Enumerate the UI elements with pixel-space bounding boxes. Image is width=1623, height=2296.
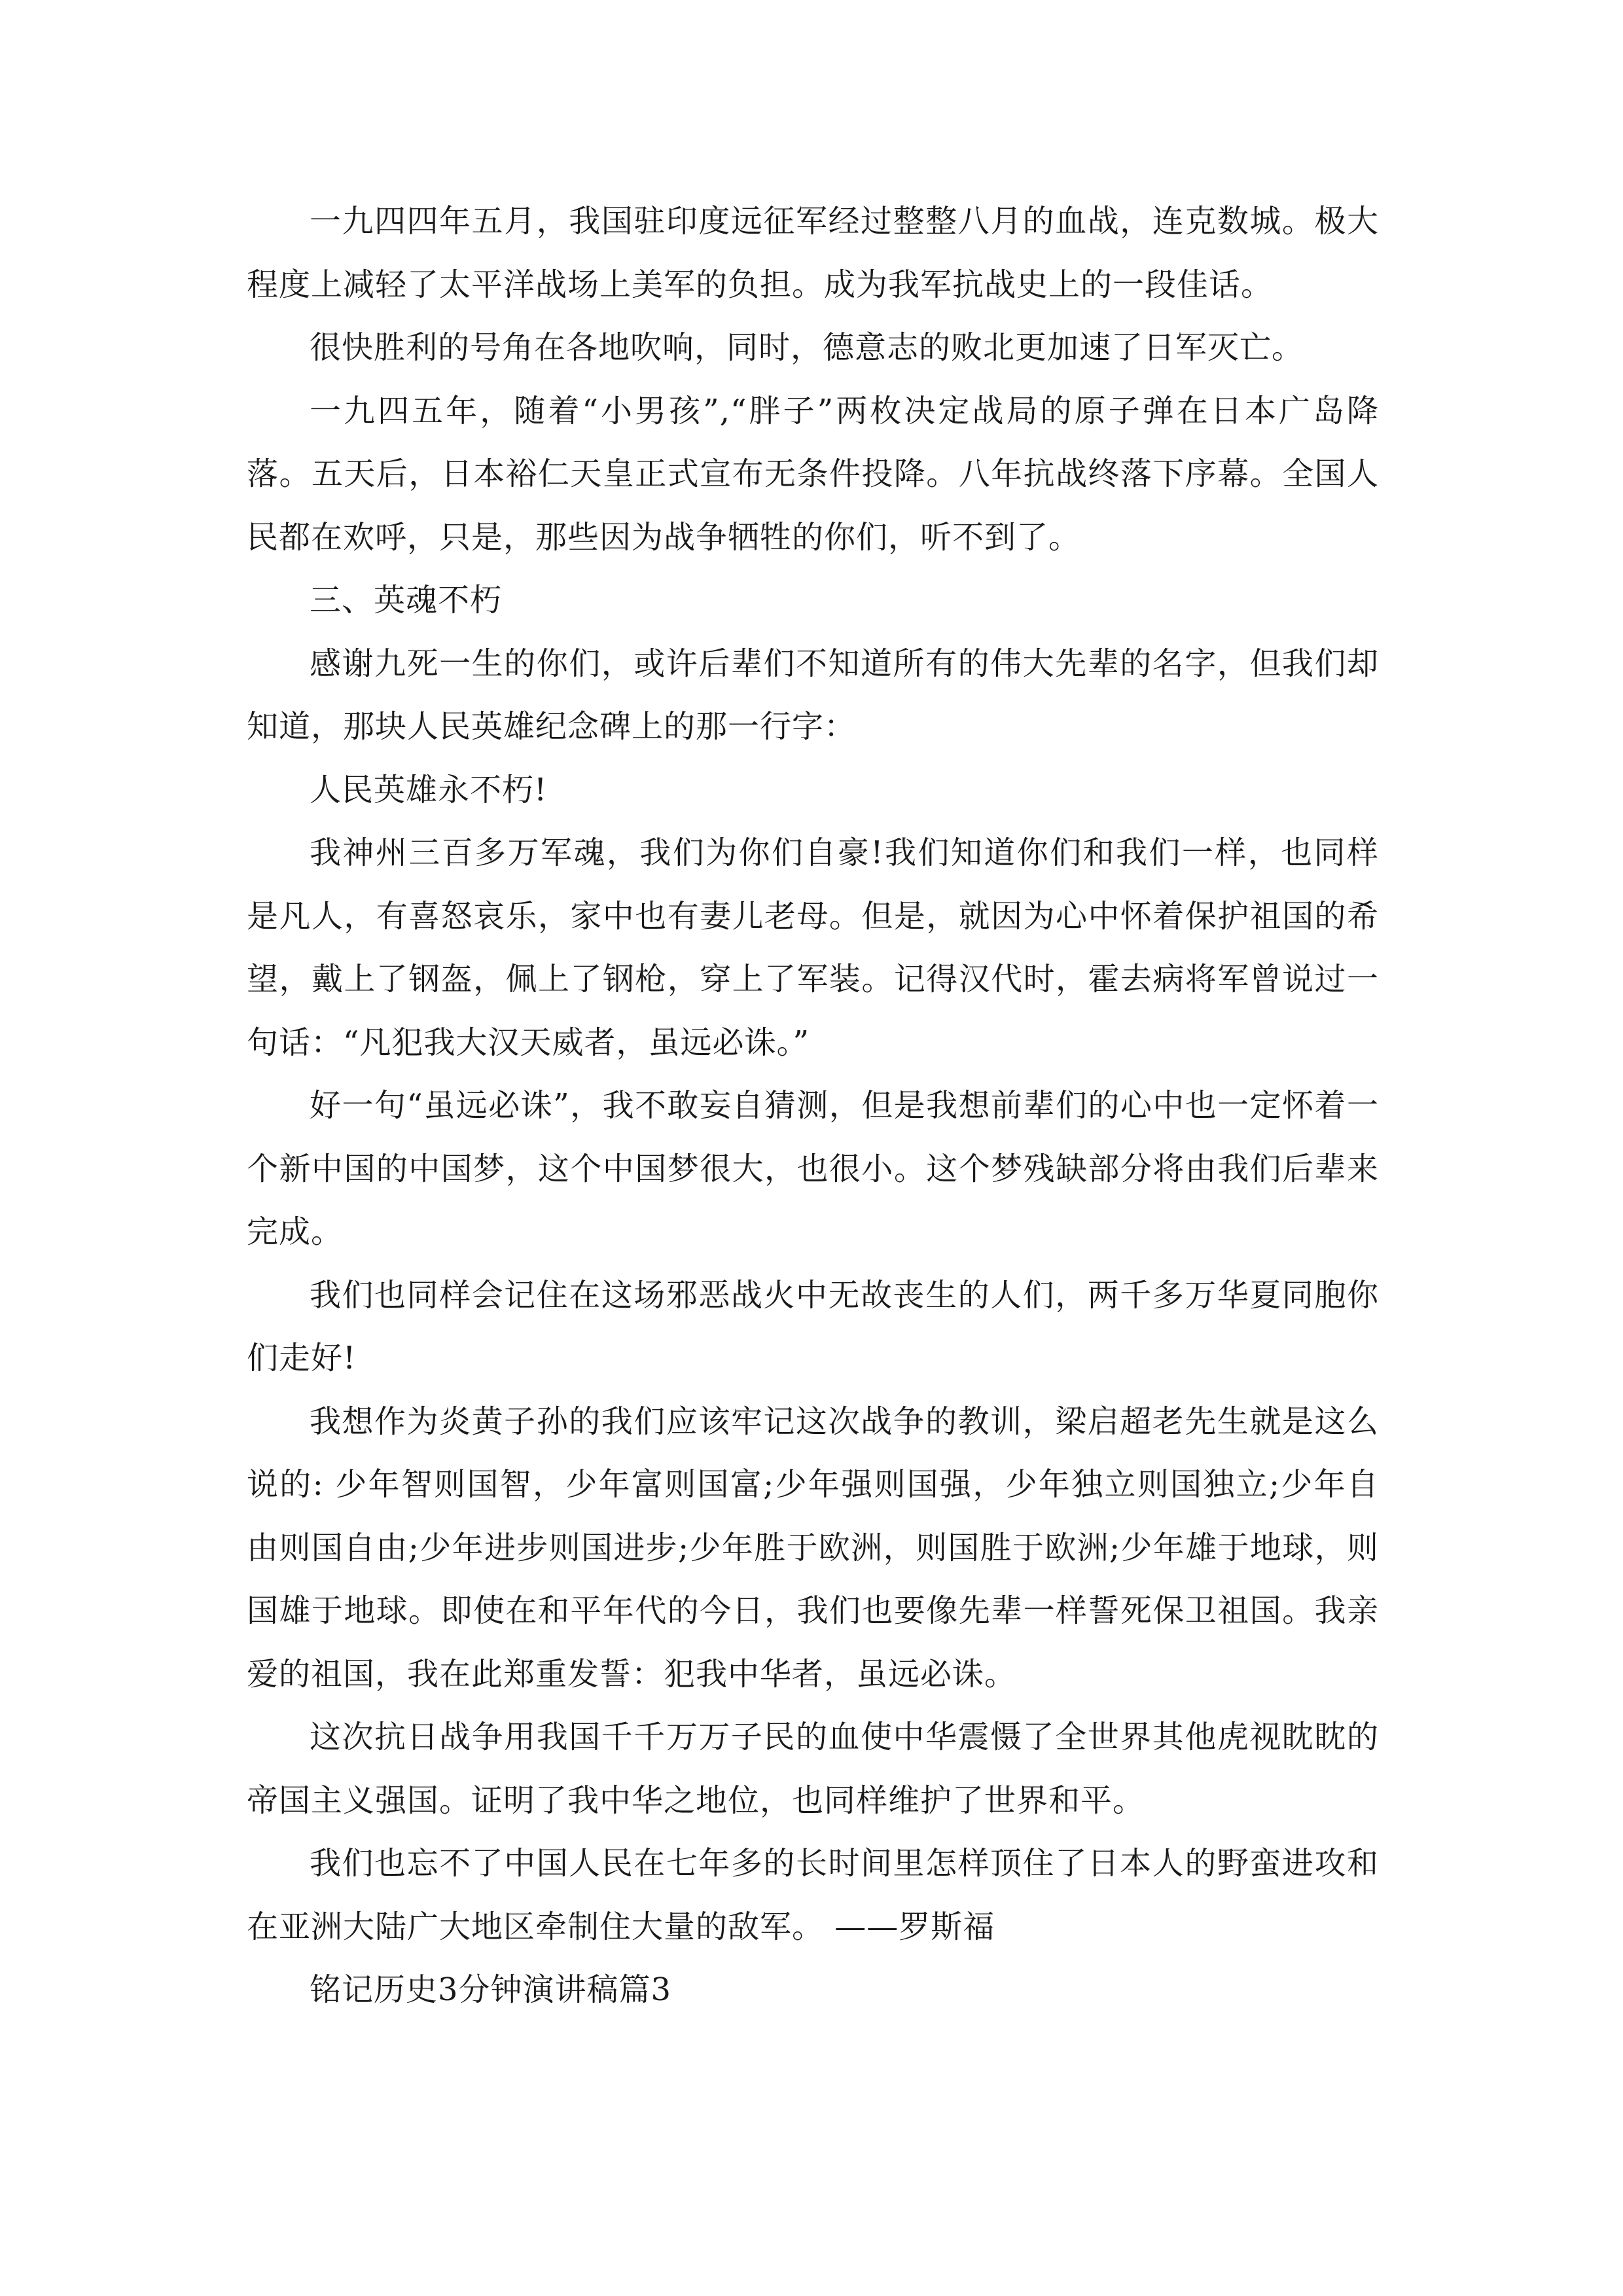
- paragraph-next-title: 铭记历史3分钟演讲稿篇3: [310, 1971, 672, 2008]
- paragraph-ganxie: 感谢九死一生的你们，或许后辈们不知道所有的伟大先辈的名字，但我们却知道，那块人民英雄纪念碑上的那一行字：: [247, 645, 1379, 745]
- paragraph-tongbao: 我们也同样会记住在这场邪恶战火中无故丧生的人们，两千多万华夏同胞你们走好!: [247, 1276, 1379, 1376]
- paragraph-suiyuan-bizhu: 好一句“虽远必诛”，我不敢妄自猜测，但是我想前辈们的心中也一定怀着一个新中国的中国梦，这个中国梦很大，也很小。这个梦残缺部分将由我们后辈来完成。: [247, 1087, 1379, 1250]
- document-body: [247, 190, 1379, 2022]
- paragraph-renmin-yingxiong: 人民英雄永不朽!: [310, 771, 548, 808]
- paragraph-kangri-zhanzheng: 这次抗日战争用我国千千万万子民的血使中华震慑了全世界其他虎视眈眈的帝国主义强国。证明了我中华之地位，也同样维护了世界和平。: [247, 1719, 1379, 1819]
- paragraph-shengli-haojiao: 很快胜利的号角在各地吹响，同时，德意志的败北更加速了日军灭亡。: [310, 329, 1304, 366]
- paragraph-yuanzhengjun: 一九四四年五月，我国驻印度远征军经过整整八月的血战，连克数城。极大程度上减轻了太平洋战场上美军的负担。成为我军抗战史上的一段佳话。: [247, 203, 1379, 303]
- paragraph-junhun: 我神州三百多万军魂，我们为你们自豪!我们知道你们和我们一样，也同样是凡人，有喜怒哀乐，家中也有妻儿老母。但是，就因为心中怀着保护祖国的希望，戴上了钢盔，佩上了钢枪，穿上了军装。记得汉代时，霍去病将军曾说过一句话：“凡犯我大汉天威者，虽远必诛。”: [247, 834, 1379, 1061]
- section-heading-yinghun-buxiu: 三、英魂不朽: [310, 582, 503, 619]
- paragraph-yuanzidan: 一九四五年，随着“小男孩”,“胖子”两枚决定战局的原子弹在日本广岛降落。五天后，日本裕仁天皇正式宣布无条件投降。八年抗战终落下序幕。全国人民都在欢呼，只是，那些因为战争牺牲的你们，听不到了。: [247, 392, 1379, 556]
- paragraph-luosifu-quote: 我们也忘不了中国人民在七年多的长时间里怎样顶住了日本人的野蛮进攻和在亚洲大陆广大地区牵制住大量的敌军。 ——罗斯福: [247, 1845, 1379, 1945]
- paragraph-shaonian: 我想作为炎黄子孙的我们应该牢记这次战争的教训，梁启超老先生就是这么说的: 少年智则国智，少年富则国富;少年强则国强，少年独立则国独立;少年自由则国自由;少年进步则国进步;少年胜于欧洲，则国胜于欧洲;少年雄于地球，则国雄于地球。即使在和平年代的今日，我们也要像先辈一样誓死保卫祖国。我亲爱的祖国，我在此郑重发誓：犯我中华者，虽远必诛。: [247, 1403, 1379, 1693]
